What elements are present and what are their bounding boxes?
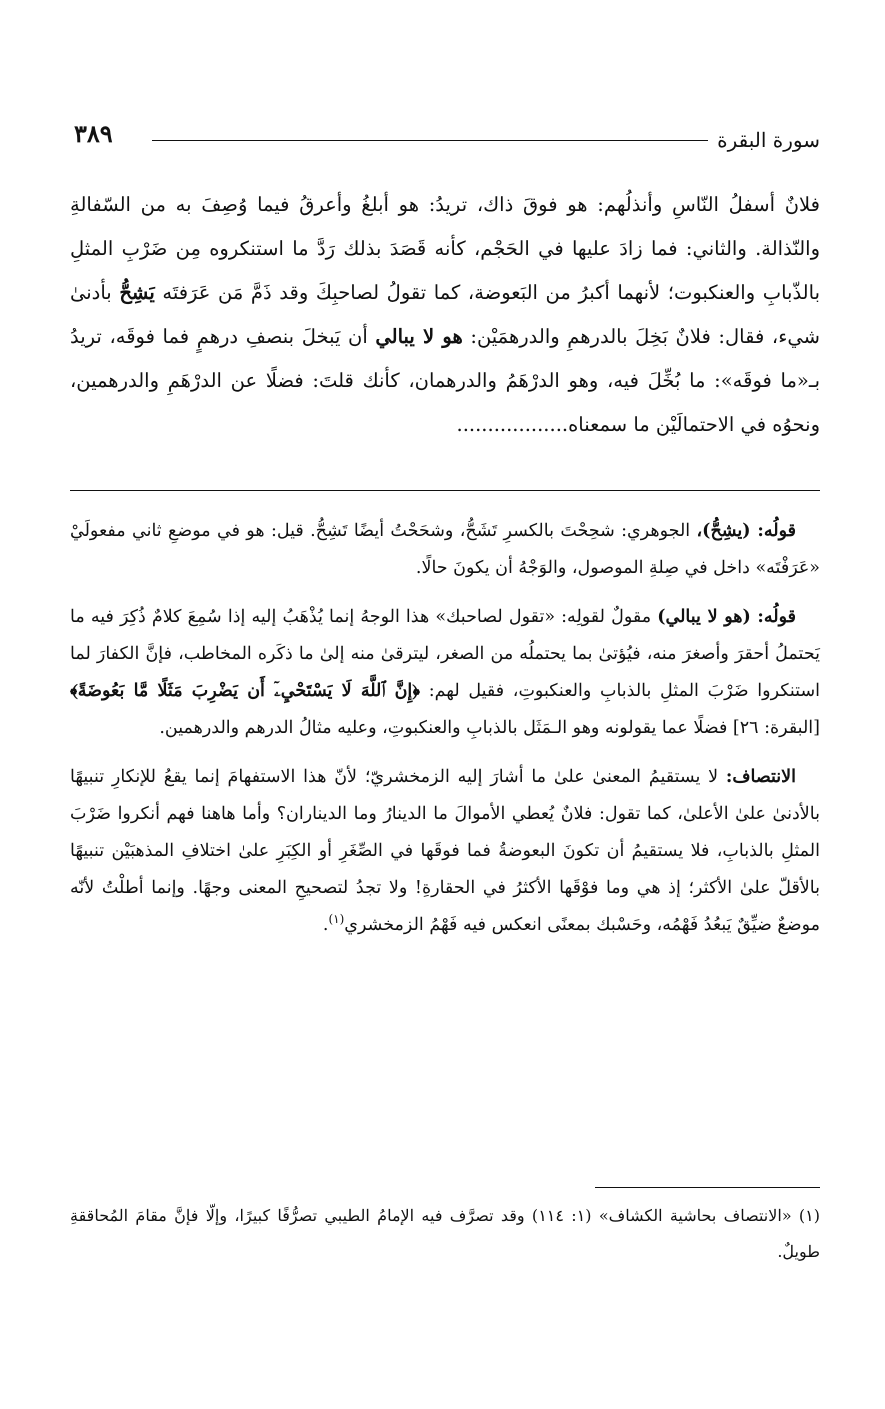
keyword-hu-la-yubali: هو لا يبالي xyxy=(375,325,463,348)
commentary-text: مقولٌ لقولِه: «تقول لصاحبك» هذا الوجهُ إنما يُذْهَبُ إليه إذا سُمِعَ كلامٌ ذُكِرَ فيه ما يَحتملُ أحقرَ وأصغرَ منه، فيُؤتىٰ بما يحتملُه من الصغر، ليترقىٰ منه إلىٰ ما ذكَره المخاطب، فإنَّ الكفارَ لما استنكروا ضَرْبَ المثلِ بالذبابِ والعنكبوتِ، فقيل لهم: xyxy=(70,607,820,701)
footnote: (١) «الانتصاف بحاشية الكشاف» (١: ١١٤) وقد تصرَّف فيه الإمامُ الطيبي تصرُّفًا كبيرًا، وإلّا فإنَّ مقامَ المُحاققةِ طويلٌ. xyxy=(70,1206,821,1261)
footnote-marker: (١) xyxy=(328,912,345,927)
quran-verse: ﴿إِنَّ ٱللَّهَ لَا يَسْتَحْيِۦٓ أَن يَضْرِبَ مَثَلًا مَّا بَعُوضَةً﴾ xyxy=(70,681,421,701)
commentary-label: الانتصاف: xyxy=(725,767,796,787)
commentary-paragraph xyxy=(70,599,820,747)
commentary-text: لا يستقيمُ المعنىٰ علىٰ ما أشارَ إليه الزمخشريّ؛ لأنّ هذا الاستفهامَ إنما يقعُ للإنكارِ تنبيهًا بالأدنىٰ علىٰ الأعلىٰ، كما تقول: فلانٌ يُعطي الأموالَ ما الدينارُ وما الديناران؟ وأما هاهنا فهم أنكروا ضَرْبَ المثلِ بالذبابِ، فلا يستقيمُ أن تكونَ البعوضةُ فما فوقَها في الصِّغَرِ أو الكِبَرِ علىٰ اختلافِ المذهبَيْن تنبيهًا بالأقلّ علىٰ الأكثر؛ إذ هي وما فوْقَها الأكثرُ في الحقارةِ! ولا تجدُ لتصحيحِ المعنى وجهًا. وإنما أطلْتُ لأنّه موضعٌ ضيِّقٌ يَبعُدُ فَهْمُه، وحَسْبك بمعنًى انعكس فيه فَهْمُ الزمخشري xyxy=(70,767,820,935)
running-title: سورة البقرة xyxy=(717,128,820,152)
commentary-paragraph xyxy=(70,759,820,944)
commentary-label: قولُه: (يشِحُّ)، xyxy=(696,521,796,541)
commentary-text: الجوهري: شحِحْتَ بالكسرِ تَشَحُّ، وشحَحْتُ أيضًا تَشِحُّ. قيل: هو في موضعِ ثاني مفعولَيْ «عَرَفْتَه» داخل في صِلةِ الموصول، والوَجْهُ أن يكونَ حالًا. xyxy=(70,521,820,578)
footnote-divider xyxy=(595,1187,820,1188)
commentary-text: [البقرة: ٢٦] فضلًا عما يقولونه وهو الـمَثَل بالذبابِ والعنكبوتِ، وعليه مثالُ الدرهم والدرهمين. xyxy=(159,718,820,738)
commentary-paragraph xyxy=(70,513,820,587)
main-text-part-1: فلانٌ أسفلُ النّاسِ وأنذلُهم: هو فوقَ ذاك، تريدُ: هو أبلغُ وأعرقُ فيما وُصِفَ به من السّفالةِ والنّذالة. والثاني: فما زادَ عليها في الحَجْم، كأنه قَصَدَ بذلك رَدَّ ما استنكروه مِن ضَرْبِ المثلِ بالذّبابِ والعنكبوت؛ لأنهما أكبرُ من البَعوضة، كما تقولُ لصاحبِكَ وقد ذَمَّ مَن عَرَفتَه xyxy=(70,193,820,304)
commentary-label: قولُه: (هو لا يبالي) xyxy=(657,607,796,627)
main-text-part-2: بأدنىٰ شيء، فقال: فلانٌ بَخِلَ بالدرهمِ والدرهمَيْن: xyxy=(70,281,820,348)
main-text-part-3: أن يَبخلَ بنصفِ درهمٍ فما فوقَه، تريدُ بـ«ما فوقَه»: ما بُخِّلَ فيه، وهو الدرْهَمُ والدرهمان، كأنك قلتَ: فضلًا عن الدرْهَمِ والدرهمين، ونحوُه في الاحتمالَيْن ما سمعناه.................. xyxy=(70,325,820,436)
keyword-yashuhhu: يَشِحُّ xyxy=(119,281,155,304)
header-rule xyxy=(152,140,708,141)
commentary xyxy=(70,513,820,956)
main-text-divider xyxy=(70,490,820,491)
page-number: ٣٨٩ xyxy=(74,119,113,148)
commentary-text-end: . xyxy=(322,915,329,935)
book-page xyxy=(70,105,821,1261)
page-header xyxy=(70,105,820,155)
main-text xyxy=(70,183,820,447)
